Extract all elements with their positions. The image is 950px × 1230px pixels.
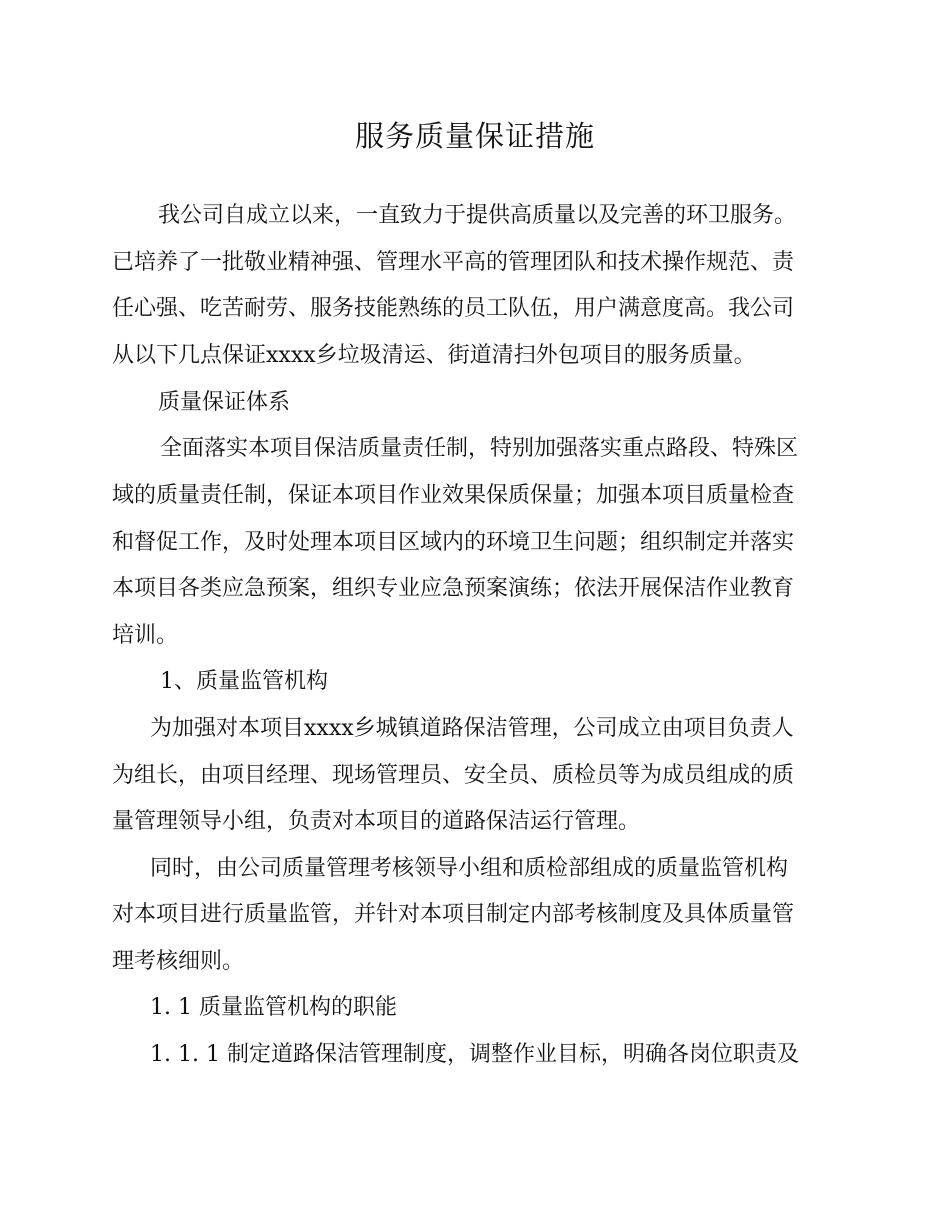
paragraph-system-line-4: 本项目各类应急预案，组织专业应急预案演练；依法开展保洁作业教育 [112,576,795,601]
paragraph-system-line-5: 培训。 [112,623,179,648]
section-item-1-1-1: 1. 1. 1 制定道路保洁管理制度，调整作业目标，明确各岗位职责及 [150,1042,799,1067]
paragraph-intro-line-2: 已培养了一批敬业精神强、管理水平高的管理团队和技术操作规范、责 [112,250,795,275]
section-heading-1-1: 1. 1 质量监管机构的职能 [150,995,397,1020]
paragraph-intro-line-4: 从以下几点保证xxxx乡垃圾清运、街道清扫外包项目的服务质量。 [112,343,756,368]
section-heading-1: 1、质量监管机构 [160,669,328,694]
paragraph-intro-line-3: 任心强、吃苦耐劳、服务技能熟练的员工队伍，用户满意度高。我公司 [112,296,795,321]
paragraph-supervision-line-1: 同时，由公司质量管理考核领导小组和质检部组成的质量监管机构 [150,856,789,881]
paragraph-agency-line-2: 为组长，由项目经理、现场管理员、安全员、质检员等为成员组成的质 [112,763,795,788]
paragraph-system-line-3: 和督促工作，及时处理本项目区域内的环境卫生问题；组织制定并落实 [112,530,795,555]
section-heading-quality-system: 质量保证体系 [158,390,291,415]
paragraph-supervision-line-3: 理考核细则。 [112,949,245,974]
paragraph-supervision-line-2: 对本项目进行质量监管，并针对本项目制定内部考核制度及具体质量管 [112,902,795,927]
document-title: 服务质量保证措施 [354,119,595,153]
paragraph-system-line-2: 域的质量责任制，保证本项目作业效果保质保量；加强本项目质量检查 [112,483,795,508]
paragraph-agency-line-3: 量管理领导小组，负责对本项目的道路保洁运行管理。 [112,809,641,834]
paragraph-system-line-1: 全面落实本项目保洁质量责任制，特别加强落实重点路段、特殊区 [160,436,799,461]
paragraph-agency-line-1: 为加强对本项目xxxx乡城镇道路保洁管理，公司成立由项目负责人 [150,716,794,741]
paragraph-intro-line-1: 我公司自成立以来，一直致力于提供高质量以及完善的环卫服务。 [158,203,797,228]
